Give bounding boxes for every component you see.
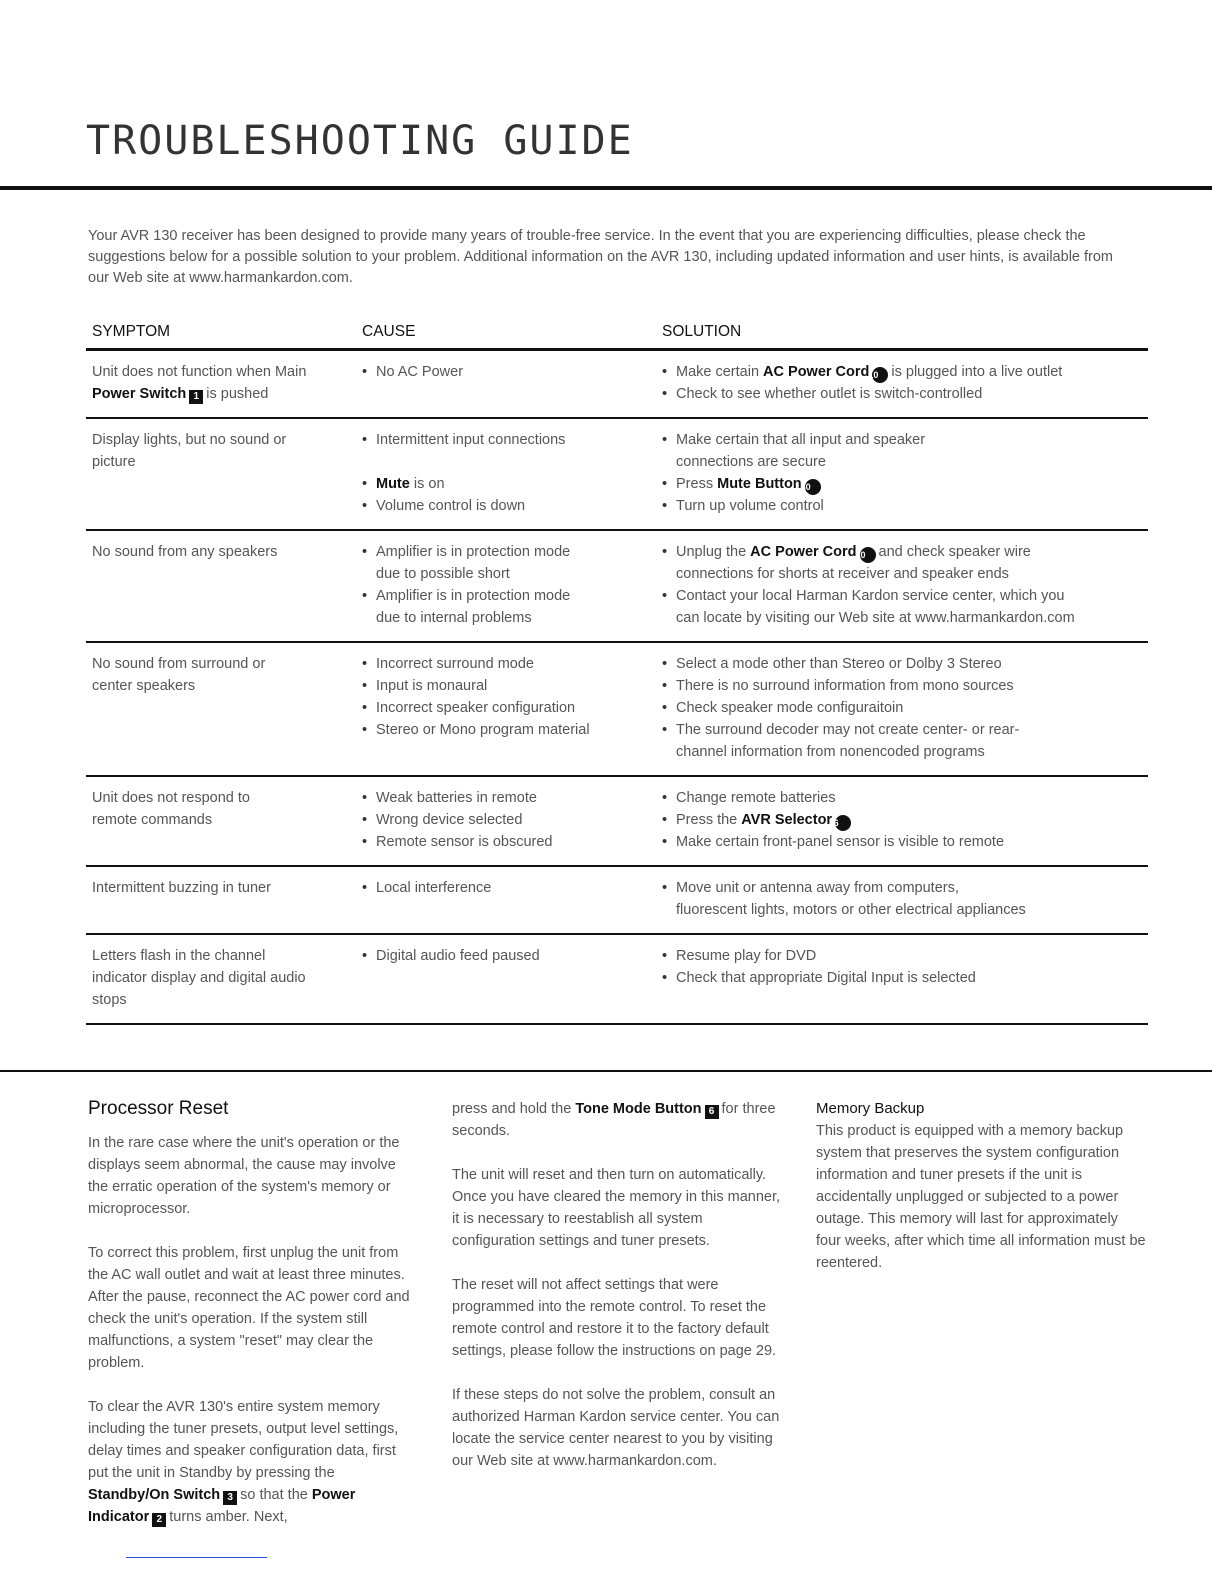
solution-item: • Move unit or antenna away from computers, fluorescent lights, motors or other electrical appliances (662, 877, 1032, 921)
paragraph: In the rare case where the unit's operation or the displays seem abnormal, the cause may involve the erratic operation of the system's memory or microprocessor. (88, 1135, 400, 1217)
solution-item: • Change remote batteries (662, 787, 1148, 809)
cause-cell (362, 877, 662, 921)
solution-item: • Check that appropriate Digital Input is selected (662, 967, 1148, 989)
symptom-cell (86, 361, 362, 405)
cause-cell (362, 653, 662, 763)
symptom-cell: Letters flash in the channel indicator display and digital audio stops (92, 948, 306, 1008)
control-name: AC Power Cord (763, 364, 870, 380)
cause-item: • Weak batteries in remote (362, 787, 662, 809)
control-name: Mute (376, 476, 410, 492)
callout-number: 1 (189, 390, 203, 404)
cause-item: • Mute is on (362, 473, 662, 495)
header-symptom: SYMPTOM (92, 323, 171, 340)
callout-number: 40 (805, 479, 821, 495)
solution-cell (662, 787, 1148, 853)
table-row (86, 867, 1148, 935)
cause-item: • Input is monaural (362, 675, 662, 697)
cause-item: • Incorrect speaker configuration (362, 697, 662, 719)
cause-item: • Amplifier is in protection mode due to internal problems (362, 585, 582, 629)
title-rule (0, 186, 1212, 190)
solution-item: • Resume play for DVD (662, 945, 1148, 967)
cause-item: • No AC Power (362, 361, 662, 383)
solution-item: • Select a mode other than Stereo or Dolby 3 Stereo (662, 653, 1062, 675)
control-name: Power Switch (92, 386, 187, 402)
callout-number: 6 (835, 815, 851, 831)
solution-item: • There is no surround information from mono sources (662, 675, 1062, 697)
paragraph: This product is equipped with a memory backup system that preserves the system configuration information and tuner presets if the unit is accidentally unplugged or subjected to a power outage. This memory will last for approximately four weeks, after which time all information must be reentered. (816, 1123, 1146, 1271)
cause-cell (362, 945, 662, 1011)
header-solution: SOLUTION (662, 323, 742, 340)
symptom-text: is pushed (206, 386, 269, 402)
solution-cell (662, 429, 1148, 517)
processor-reset-column-2 (452, 1098, 788, 1494)
solution-item: • Press the AVR Selector6 (662, 809, 1148, 831)
solution-cell (662, 877, 1148, 921)
page-title: TROUBLESHOOTING GUIDE (86, 118, 634, 164)
control-name: AC Power Cord (750, 544, 857, 560)
callout-number: 3 (223, 1491, 237, 1505)
paragraph: If these steps do not solve the problem, consult an authorized Harman Kardon service center. You can locate the service center nearest to you by visiting our Web site at www.harmankardon.com. (452, 1387, 780, 1469)
solution-item: • Check to see whether outlet is switch-controlled (662, 383, 1148, 405)
callout-number: 6 (705, 1105, 719, 1119)
control-name: Tone Mode Button (575, 1101, 702, 1117)
paragraph: To correct this problem, first unplug the unit from the AC wall outlet and wait at least three minutes. After the pause, reconnect the AC power cord and check the unit's operation. If the system still malfunctions, a system "reset" may clear the problem. (88, 1245, 410, 1371)
processor-reset-column-1 (88, 1098, 416, 1550)
solution-cell (662, 361, 1148, 405)
troubleshooting-table (86, 316, 1148, 1025)
solution-item: • Unplug the AC Power Cord10 and check speaker wire connections for shorts at receiver and speaker ends (662, 541, 1082, 585)
control-name: AVR Selector (741, 812, 833, 828)
symptom-cell: Display lights, but no sound or picture (92, 432, 287, 470)
solution-item: • Make certain front-panel sensor is visible to remote (662, 831, 1148, 853)
table-row (86, 351, 1148, 419)
cause-item: • Wrong device selected (362, 809, 662, 831)
symptom-text: Unit does not function when Main (92, 364, 307, 380)
callout-number: 2 (152, 1513, 166, 1527)
solution-item: • Turn up volume control (662, 495, 1002, 517)
solution-item: • Make certain that all input and speaker connections are secure (662, 429, 1002, 473)
footer-rule (126, 1557, 267, 1558)
solution-cell (662, 945, 1148, 1011)
cause-item: • Stereo or Mono program material (362, 719, 662, 741)
solution-item: • Check speaker mode configuraitoin (662, 697, 1062, 719)
control-name: Standby/On Switch (88, 1487, 221, 1503)
solution-item: • Press Mute Button40 (662, 473, 1002, 495)
section-heading: Processor Reset (88, 1098, 229, 1119)
solution-cell (662, 541, 1148, 629)
cause-cell (362, 787, 662, 853)
table-header (86, 316, 1148, 351)
table-row (86, 419, 1148, 531)
callout-number: 10 (872, 367, 888, 383)
table-row (86, 531, 1148, 643)
symptom-cell: No sound from surround or center speakers (92, 656, 266, 694)
solution-item: • Make certain AC Power Cord10 is plugged into a live outlet (662, 361, 1148, 383)
paragraph: press and hold the Tone Mode Button 6 for three seconds. (452, 1101, 776, 1139)
cause-item: • Amplifier is in protection mode due to possible short (362, 541, 582, 585)
symptom-cell: No sound from any speakers (92, 544, 278, 560)
paragraph: The reset will not affect settings that were programmed into the remote control. To reset the remote control and restore it to the factory default settings, please follow the instructions on page 29. (452, 1277, 777, 1359)
intro-paragraph: Your AVR 130 receiver has been designed to provide many years of trouble-free service. In the event that you are experiencing difficulties, please check the suggestions below for a possible solution to your problem. Additional information on the AVR 130, including updated information and user hints, is available from our Web site at www.harmankardon.com. (88, 228, 1114, 286)
cause-item: • Digital audio feed paused (362, 945, 662, 967)
table-row (86, 935, 1148, 1025)
callout-number: 10 (860, 547, 876, 563)
cause-item: • Remote sensor is obscured (362, 831, 662, 853)
symptom-cell: Unit does not respond to remote commands (92, 790, 250, 828)
memory-backup-column (816, 1098, 1146, 1296)
cause-cell (362, 541, 662, 629)
cause-item: • Intermittent input connections (362, 429, 662, 451)
paragraph: To clear the AVR 130's entire system memory including the tuner presets, output level settings, delay times and speaker configuration data, first put the unit in Standby by pressing the Standby/On Switch 3 so that the Power Indicator 2 turns amber. Next, (88, 1399, 399, 1525)
table-row (86, 643, 1148, 777)
cause-item: • Local interference (362, 877, 662, 899)
section-heading: Memory Backup (816, 1100, 925, 1117)
cause-cell (362, 429, 662, 517)
solution-item: • The surround decoder may not create center- or rear-channel information from nonencoded programs (662, 719, 1062, 763)
cause-item: • Volume control is down (362, 495, 662, 517)
table-row (86, 777, 1148, 867)
symptom-cell: Intermittent buzzing in tuner (92, 880, 271, 896)
solution-cell (662, 653, 1148, 763)
paragraph: The unit will reset and then turn on automatically. Once you have cleared the memory in this manner, it is necessary to reestablish all system configuration settings and tuner presets. (452, 1167, 781, 1249)
control-name: Mute Button (717, 476, 802, 492)
section-rule (0, 1070, 1212, 1072)
cause-cell (362, 361, 662, 405)
cause-item: • Incorrect surround mode (362, 653, 662, 675)
header-cause: CAUSE (362, 323, 416, 340)
solution-item: • Contact your local Harman Kardon service center, which you can locate by visiting our Web site at www.harmankardon.com (662, 585, 1082, 629)
control-name: Power Indicator (88, 1487, 356, 1525)
